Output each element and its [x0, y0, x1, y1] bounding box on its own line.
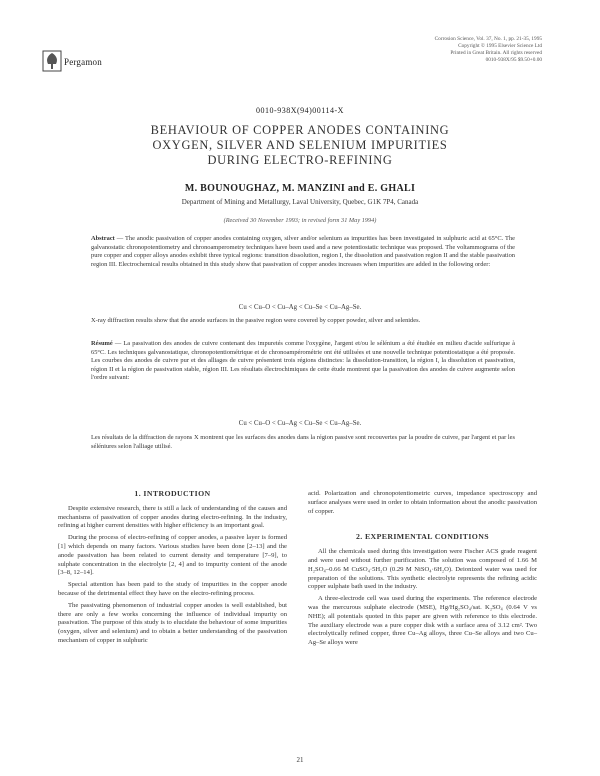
resume-label: Résumé: [91, 340, 113, 347]
title-line: DURING ELECTRO-REFINING: [207, 153, 393, 167]
publisher-logo-icon: [42, 50, 62, 72]
paragraph: A three-electrode cell was used during the experiments. The reference electrode was the mercurous sulphate electrode (MSE), Hg/Hg₂SO₄/sat. K₂SO₄ (0.64 V vs NHE); all potentials quoted in this paper are given with reference to this electrode. The auxiliary electrode was a pure copper disk with a surface area of 3.12 cm². Two electrolytically refined copper, three Cu–Ag alloys, three Cu–Se alloys and two Cu–Ag–Se alloys were: [308, 595, 537, 647]
affiliation: Department of Mining and Metallurgy, Laval University, Quebec, G1K 7P4, Canada: [181, 198, 419, 206]
paragraph: Special attention has been paid to the study of impurities in the copper anode because of the detrimental effect they have on the electro-refining process.: [58, 581, 287, 597]
abstract: Abstract — The anodic passivation of copper anodes containing oxygen, silver and/or selenium as impurities has been investigated in sulphuric acid at 65°C. The galvanostatic chronopotentiometry and chronoamperometry techniques have been used and a new potentiostatic technique was proposed. The voltammograms of the pure copper and copper alloys anodes exhibit three typical regions: transition dissolution, region I, the dissolution and passivation region II and the stable passivation region III. Electrochemical results obtained in this study show that passivation of copper anodes increases when impurities are added in the following order:: [91, 235, 515, 268]
right-column: [308, 490, 537, 651]
journal-line: Copyright © 1995 Elsevier Science Ltd: [458, 43, 542, 49]
resume: Résumé — La passivation des anodes de cuivre contenant des impuretés comme l'oxygène, l'argent et/ou le sélénium a été étudiée en milieu d'acide sulfurique à 65°C. Les techniques galvanostatique, chronopotentiométrique et de chronoampérométrie ont été utilisées et une nouvelle technique potentiostatique a été proposée. Les courbes des anodes de cuivre pur et des alliages de cuivre présentent trois régions distinctes: la dissolution-transition, la région I, la dissolution et passivation, région II et la région de passivation stable, région III. Les résultats électrochimiques de cette étude montrent que la passivation des anodes de cuivre augmente selon l'ordre suivant:: [91, 340, 515, 382]
paragraph: Despite extensive research, there is still a lack of understanding of the causes and mechanisms of passivation of copper anodes during electro-refining. In the industry, refining at higher current densities with higher efficiency is an important goal.: [58, 504, 287, 530]
journal-line: Printed in Great Britain. All rights reserved: [450, 50, 542, 56]
title-line: OXYGEN, SILVER AND SELENIUM IMPURITIES: [152, 138, 448, 152]
left-column: [58, 490, 287, 649]
paragraph: All the chemicals used during this investigation were Fischer ACS grade reagent and were used without further purification. The solution was composed of 1.66 M H₂SO₄–0.66 M CuSO₄·5H₂O (0.29 M NiSO₄·6H₂O). Deionized water was used for preparation of the solutions. This synthetic electrolyte represents the refining acidic copper sulphate bath used in the industry.: [308, 548, 537, 591]
abstract-text: The anodic passivation of copper anodes containing oxygen, silver and/or selenium as impurities has been investigated in sulphuric acid at 65°C. The galvanostatic chronopotentiometry and chronoamperometry techniques have been used and a new potentiostatic technique was proposed. The voltammograms of the pure copper and copper alloys anodes exhibit three typical regions: transition dissolution, region I, the dissolution and passivation region II and the stable passivation region III. Electrochemical results obtained in this study show that passivation of copper anodes increases when impurities are added in the following order:: [91, 235, 515, 268]
authors: M. BOUNOUGHAZ, M. MANZINI and E. GHALI: [184, 183, 416, 194]
paragraph: The passivating phenomenon of industrial copper anodes is well established, but there are only a few works concerning the influence of individual impurity on passivation. The purpose of this study is to elucidate the behaviour of some impurities (oxygen, silver and selenium) and to obtain a better understanding of the passivation mechanism of copper in sulphuric: [58, 601, 287, 644]
paragraph: acid. Polarization and chronopotentiometric curves, impedance spectroscopy and surface analyses were used in order to obtain information about the anodic passivation of copper.: [308, 490, 537, 515]
section-heading-experimental: 2. EXPERIMENTAL CONDITIONS: [355, 532, 490, 542]
paper-title: [60, 123, 540, 168]
page-number: 21: [296, 756, 304, 764]
journal-line: Corrosion Science, Vol. 37, No. 1, pp. 21-35, 1995: [434, 36, 542, 42]
abstract-label: Abstract: [91, 235, 115, 242]
resume-xray: Les résultats de la diffraction de rayons X montrent que les surfaces des anodes dans la région passive sont recouvertes par la poudre de cuivre, par l'argent et par les séléniures selon l'alliage utilisé.: [91, 434, 515, 450]
publisher-name: Pergamon: [64, 57, 102, 67]
journal-info: [332, 36, 542, 64]
received-date: (Received 30 November 1993; in revised form 31 May 1994): [223, 217, 377, 224]
resume-text: La passivation des anodes de cuivre contenant des impuretés comme l'oxygène, l'argent et/ou le sélénium a été étudiée en milieu d'acide sulfurique à 65°C. Les techniques galvanostatique, chronopotentiométrique et de chronoampérométrie ont été utilisées et une nouvelle technique potentiostatique a été proposée. Les courbes des anodes de cuivre pur et des alliages de cuivre présentent trois régions distinctes: la dissolution-transition, la région I, la dissolution et passivation, région II et la région de passivation stable, région III. Les résultats électrochimiques de cette étude montrent que la passivation des anodes de cuivre augmente selon l'ordre suivant:: [91, 340, 515, 382]
journal-line: 0010-938X/95 $9.50+0.00: [485, 57, 542, 63]
section-heading-introduction: 1. INTRODUCTION: [134, 489, 211, 498]
resume-equation: Cu < Cu–O < Cu–Ag < Cu–Se < Cu–Ag–Se.: [238, 420, 362, 427]
abstract-xray: X-ray diffraction results show that the anode surfaces in the passive region were covered by copper powder, silver and selenides.: [91, 317, 421, 324]
article-code: 0010-938X(94)00114-X: [256, 106, 344, 115]
paragraph: During the process of electro-refining of copper anodes, a passive layer is formed [1] which depends on many factors. Various studies have been done [2–13] and the anode passivation has been related to current density and temperature [7–9], to sulphate concentration in the electrolyte [2, 4] and to impurity content of the anode [3–8, 12–14].: [58, 534, 287, 577]
abstract-equation: Cu < Cu–O < Cu–Ag < Cu–Se < Cu–Ag–Se.: [238, 304, 362, 311]
title-line: BEHAVIOUR OF COPPER ANODES CONTAINING: [150, 123, 450, 137]
